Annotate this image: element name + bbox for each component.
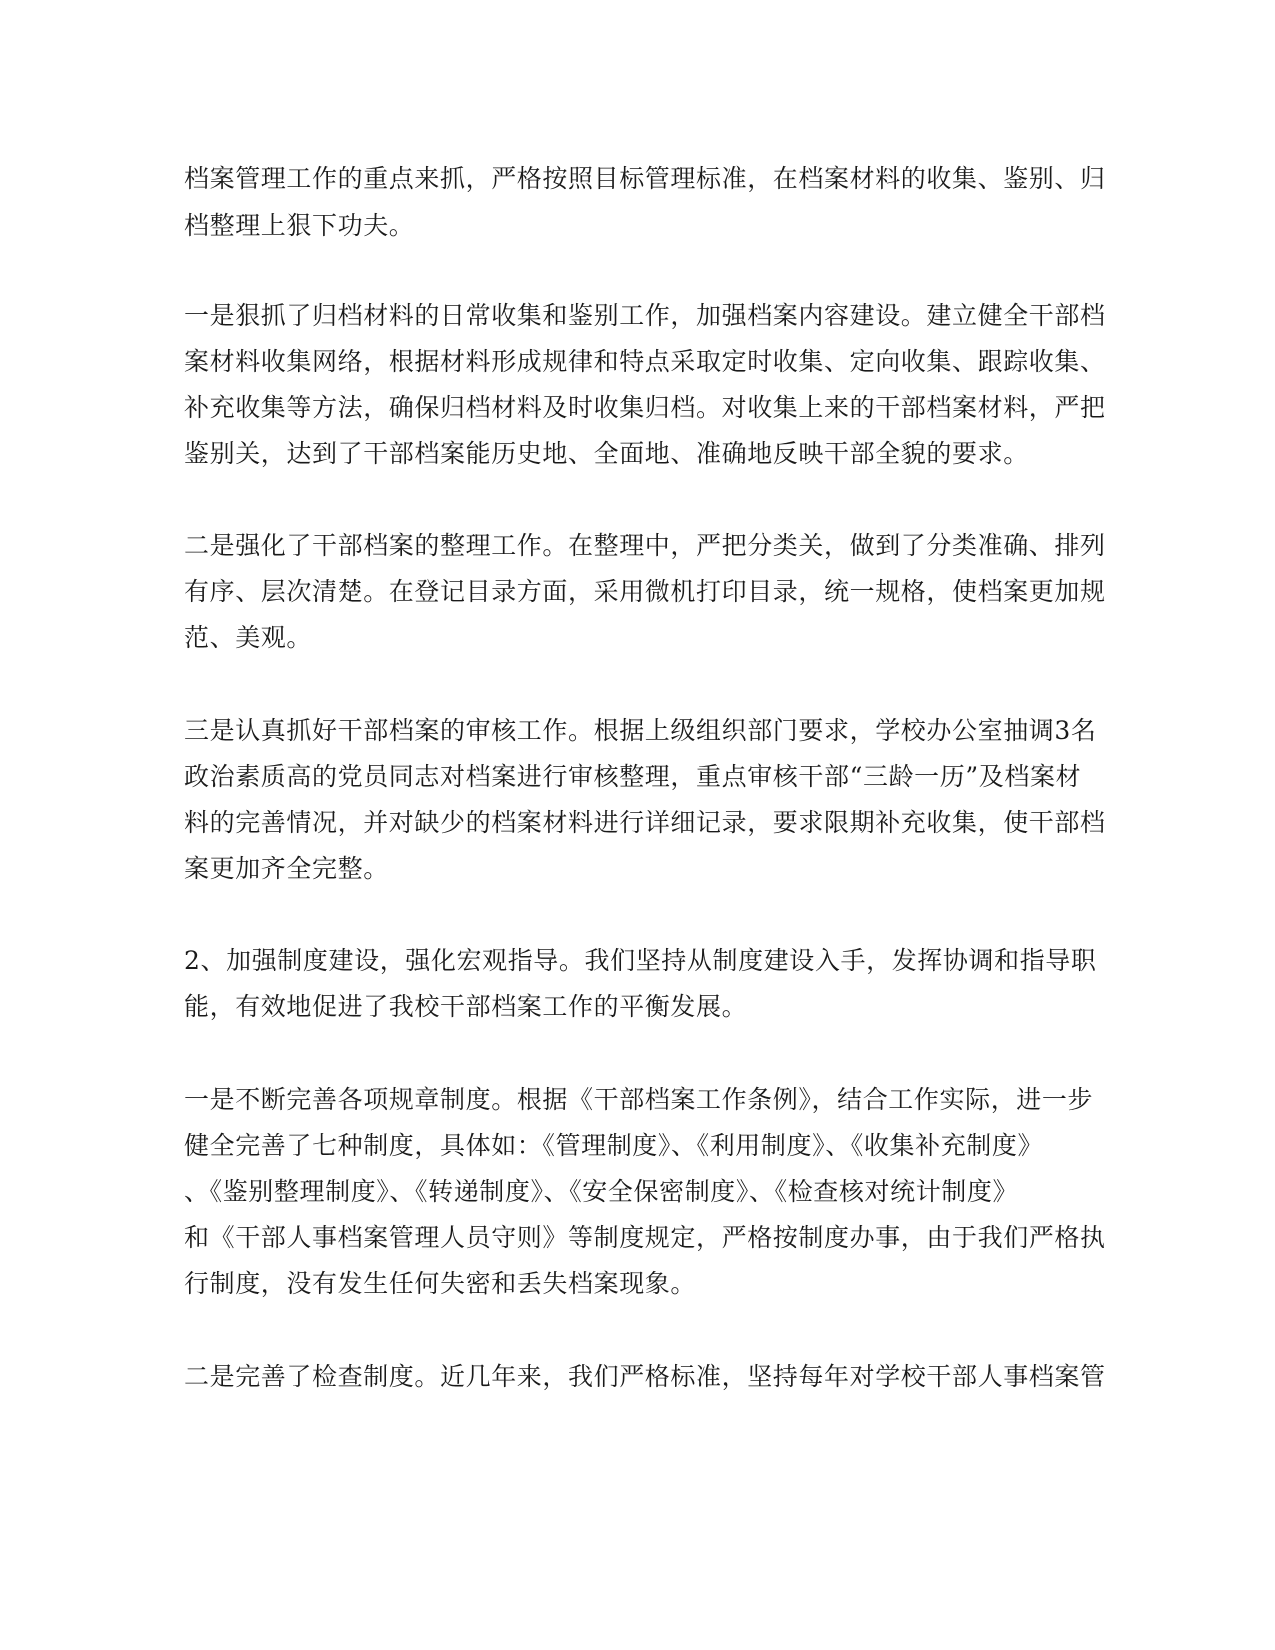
text-line: 二是强化了干部档案的整理工作。在整理中，严把分类关，做到了分类准确、排列 (184, 531, 1106, 560)
text-line: 2、加强制度建设，强化宏观指导。我们坚持从制度建设入手，发挥协调和指导职 (184, 946, 1097, 975)
text-line: 健全完善了七种制度，具体如：《管理制度》、《利用制度》、《收集补充制度》 (184, 1131, 1044, 1160)
text-line: 有序、层次清楚。在登记目录方面，采用微机打印目录，统一规格，使档案更加规 (184, 577, 1106, 606)
text-line: 范、美观。 (184, 623, 313, 652)
text-line: 和《干部人事档案管理人员守则》等制度规定，严格按制度办事，由于我们严格执 (184, 1223, 1106, 1252)
text-line: 行制度，没有发生任何失密和丢失档案现象。 (184, 1269, 697, 1298)
text-line: 鉴别关，达到了干部档案能历史地、全面地、准确地反映干部全貌的要求。 (184, 439, 1029, 468)
text-line: 一是狠抓了归档材料的日常收集和鉴别工作，加强档案内容建设。建立健全干部档 (184, 301, 1106, 330)
text-line: 档整理上狠下功夫。 (184, 211, 415, 240)
text-line: 、《鉴别整理制度》、《转递制度》、《安全保密制度》、《检查核对统计制度》 (184, 1177, 1019, 1206)
text-line: 案材料收集网络，根据材料形成规律和特点采取定时收集、定向收集、跟踪收集、 (184, 347, 1106, 376)
text-line: 一是不断完善各项规章制度。根据《干部档案工作条例》，结合工作实际，进一步 (184, 1085, 1094, 1114)
text-line: 补充收集等方法，确保归档材料及时收集归档。对收集上来的干部档案材料，严把 (184, 393, 1106, 422)
text-line: 二是完善了检查制度。近几年来，我们严格标准，坚持每年对学校干部人事档案管 (184, 1362, 1106, 1391)
text-line: 三是认真抓好干部档案的审核工作。根据上级组织部门要求，学校办公室抽调3名 (184, 716, 1097, 745)
text-line: 档案管理工作的重点来抓，严格按照目标管理标准，在档案材料的收集、鉴别、归 (184, 164, 1106, 193)
text-line: 能，有效地促进了我校干部档案工作的平衡发展。 (184, 992, 748, 1021)
text-line: 料的完善情况，并对缺少的档案材料进行详细记录，要求限期补充收集，使干部档 (184, 808, 1106, 837)
text-line: 政治素质高的党员同志对档案进行审核整理，重点审核干部“三龄一历”及档案材 (184, 762, 1082, 791)
text-line: 案更加齐全完整。 (184, 854, 389, 883)
